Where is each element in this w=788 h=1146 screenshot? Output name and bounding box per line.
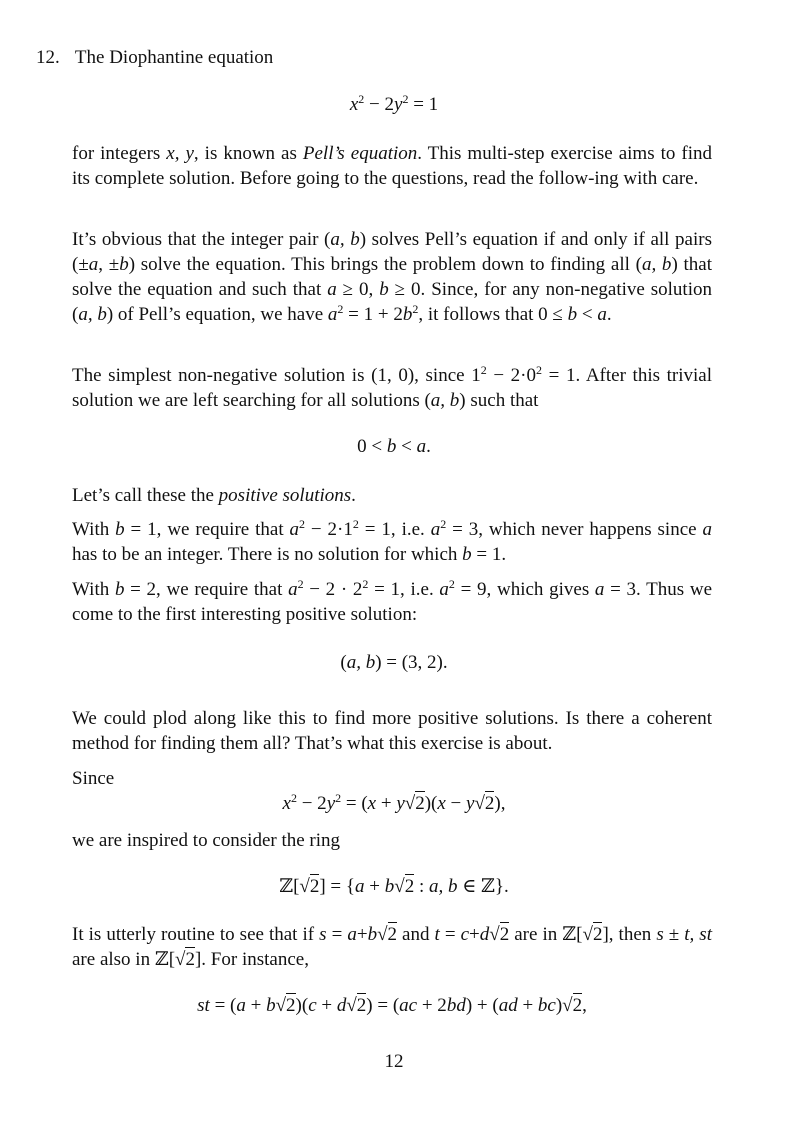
paragraph-ring-intro	[72, 828, 712, 853]
problem-heading	[36, 45, 273, 70]
first-solution: (a, b) = (3, 2).	[340, 652, 448, 673]
paragraph-trivial: The simplest non-negative solution is (1, 0), since $1^2 - 2\cdot 0^2 = 1$. After this trivial solution we are left searching for all solutions (a, b) such that	[72, 363, 712, 411]
positive-condition: 0 < b < a.	[357, 436, 431, 457]
paragraph-intro: for integers x, y, is known as Pell’s equation. This multi-step exercise aims to find its complete solution. Before going to the questions, read the follow‑ing with care.	[72, 143, 712, 189]
paragraph-closure: It is utterly routine to see that if s = a+b√2 and t = c+d√2 are in ℤ[√2], then s ± t, st are also in ℤ[√2]. For instance,	[72, 924, 712, 970]
page-number: 12	[384, 1051, 404, 1072]
paragraph-positive-def: Let’s call these the positive solutions.	[72, 485, 356, 506]
pell-equation: $x^2 - 2y^2 = 1$	[349, 92, 439, 115]
paragraph-ring-intro-text: we are inspired to consider the ring	[72, 830, 341, 851]
paragraph-method: We could plod along like this to find more positive solutions. Is there a coherent method for finding them all? That’s what this exercise is about.	[72, 708, 712, 754]
product-equation: st = (a + b√2)(c + d√2) = (ac + 2bd) + (ad + bc)√2,	[197, 995, 587, 1016]
problem-number: 12.	[36, 47, 60, 68]
paragraph-nonnegative: It’s obvious that the integer pair (a, b) solves Pell’s equation if and only if all pairs (±a, ±b) solve the equation. This brings the problem down to finding all (a, b) that solve the equation and such that a ≥ 0, b ≥ 0. Since, for any non-negative solution (a, b) of Pell’s equation, we have $a^2 = 1 + 2b^2$, it follows that 0 ≤ b < a.	[72, 229, 712, 325]
factorization-equation: $x^2 - 2y^2 = (x + y√2)(x - y√2)$,	[282, 791, 506, 814]
paragraph-b1: With b = 1, we require that $a^2 - 2\cdot 1^2 = 1$, i.e. $a^2 = 3$, which never happens since a has to be an integer. There is no solution for which b = 1.	[72, 517, 712, 565]
problem-intro: The Diophantine equation	[74, 47, 274, 68]
paragraph-since	[72, 766, 712, 791]
ring-definition: ℤ[√2] = {a + b√2 : a, b ∈ ℤ}.	[279, 876, 509, 897]
paragraph-b2: With b = 2, we require that $a^2 - 2 \cdot 2^2 = 1$, i.e. $a^2 = 9$, which gives a = 3. Thus we come to the first interesting positive solution:	[72, 577, 713, 625]
paragraph-since-text: Since	[72, 768, 115, 789]
